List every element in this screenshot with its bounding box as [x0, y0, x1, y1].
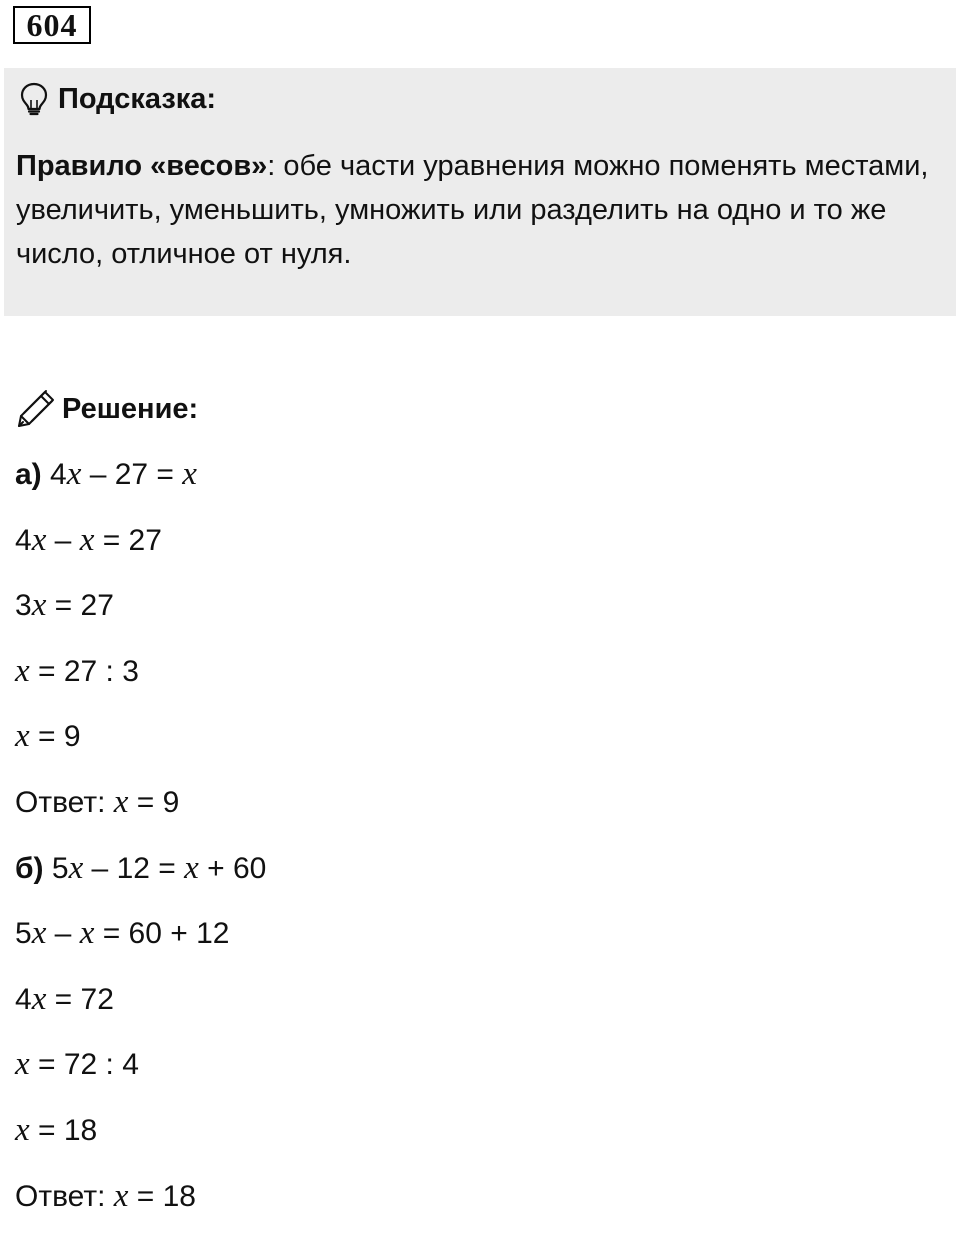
hint-box [4, 68, 956, 316]
equation-text: = 18 [29, 1113, 98, 1147]
solution-header [16, 388, 198, 430]
solution-line [15, 452, 915, 518]
equation-text: – [46, 523, 80, 557]
equation-text: 3 [15, 589, 32, 623]
equation-text: = 60 + 12 [94, 917, 230, 951]
variable-x: x [79, 521, 95, 558]
variable-x: x [31, 915, 47, 952]
variable-x: x [31, 980, 47, 1017]
solution-line [15, 518, 915, 584]
variable-x: x [15, 1111, 30, 1148]
equation-text: = 9 [128, 785, 180, 819]
equation-text: = 9 [29, 720, 81, 754]
equation-text: = 72 [46, 982, 114, 1016]
solution-line [15, 714, 915, 780]
equation-text: – 12 = [83, 851, 185, 885]
equation-text: Ответ: [15, 1179, 114, 1213]
solution-line [15, 1174, 915, 1239]
equation-text: 5 [43, 851, 69, 885]
hint-rule-text: : обе части уравнения можно поменять местами, увеличить, уменьшить, умножить или разделить на одно и то же число, отличное от нуля. [16, 150, 929, 270]
solution-title: Решение: [62, 392, 199, 425]
solution-line [15, 583, 915, 649]
equation-text: = 72 : 4 [29, 1048, 139, 1082]
equation-text: 4 [41, 458, 67, 491]
equation-text: = 27 : 3 [29, 654, 139, 688]
solution-line [15, 977, 915, 1043]
variable-x: x [15, 718, 30, 755]
hint-header [18, 82, 216, 116]
equation-text: 4 [15, 523, 32, 557]
variable-x: x [66, 456, 82, 492]
hint-rule-bold: Правило «весов» [16, 150, 268, 182]
part-label: а) [15, 458, 42, 491]
equation-text: = 27 [46, 589, 114, 623]
solution-line [15, 649, 915, 715]
variable-x: x [182, 456, 197, 492]
variable-x: x [113, 1177, 129, 1214]
equation-text: = 27 [94, 523, 162, 557]
variable-x: x [31, 587, 47, 624]
variable-x: x [31, 521, 47, 558]
solution-line [15, 911, 915, 977]
variable-x: x [15, 652, 30, 689]
equation-text: 5 [15, 917, 32, 951]
solution-line [15, 846, 915, 912]
part-label: б) [15, 851, 44, 885]
equation-text: Ответ: [15, 785, 114, 819]
solution-lines [15, 452, 915, 1239]
equation-text: 4 [15, 982, 32, 1016]
pencil-icon [16, 389, 56, 429]
equation-text: = 18 [128, 1179, 196, 1213]
variable-x: x [113, 783, 129, 820]
solution-line [15, 1108, 915, 1174]
equation-text: + 60 [198, 851, 267, 885]
variable-x: x [79, 915, 95, 952]
hint-title: Подсказка: [58, 82, 217, 115]
solution-line [15, 1042, 915, 1108]
variable-x: x [15, 1046, 30, 1083]
hint-text [16, 144, 936, 276]
lightbulb-icon [18, 82, 50, 116]
variable-x: x [68, 849, 84, 886]
equation-text: – [46, 917, 80, 951]
solution-line [15, 780, 915, 846]
task-number: 604 [13, 6, 91, 44]
equation-text: – 27 = [81, 458, 183, 491]
variable-x: x [184, 849, 199, 886]
